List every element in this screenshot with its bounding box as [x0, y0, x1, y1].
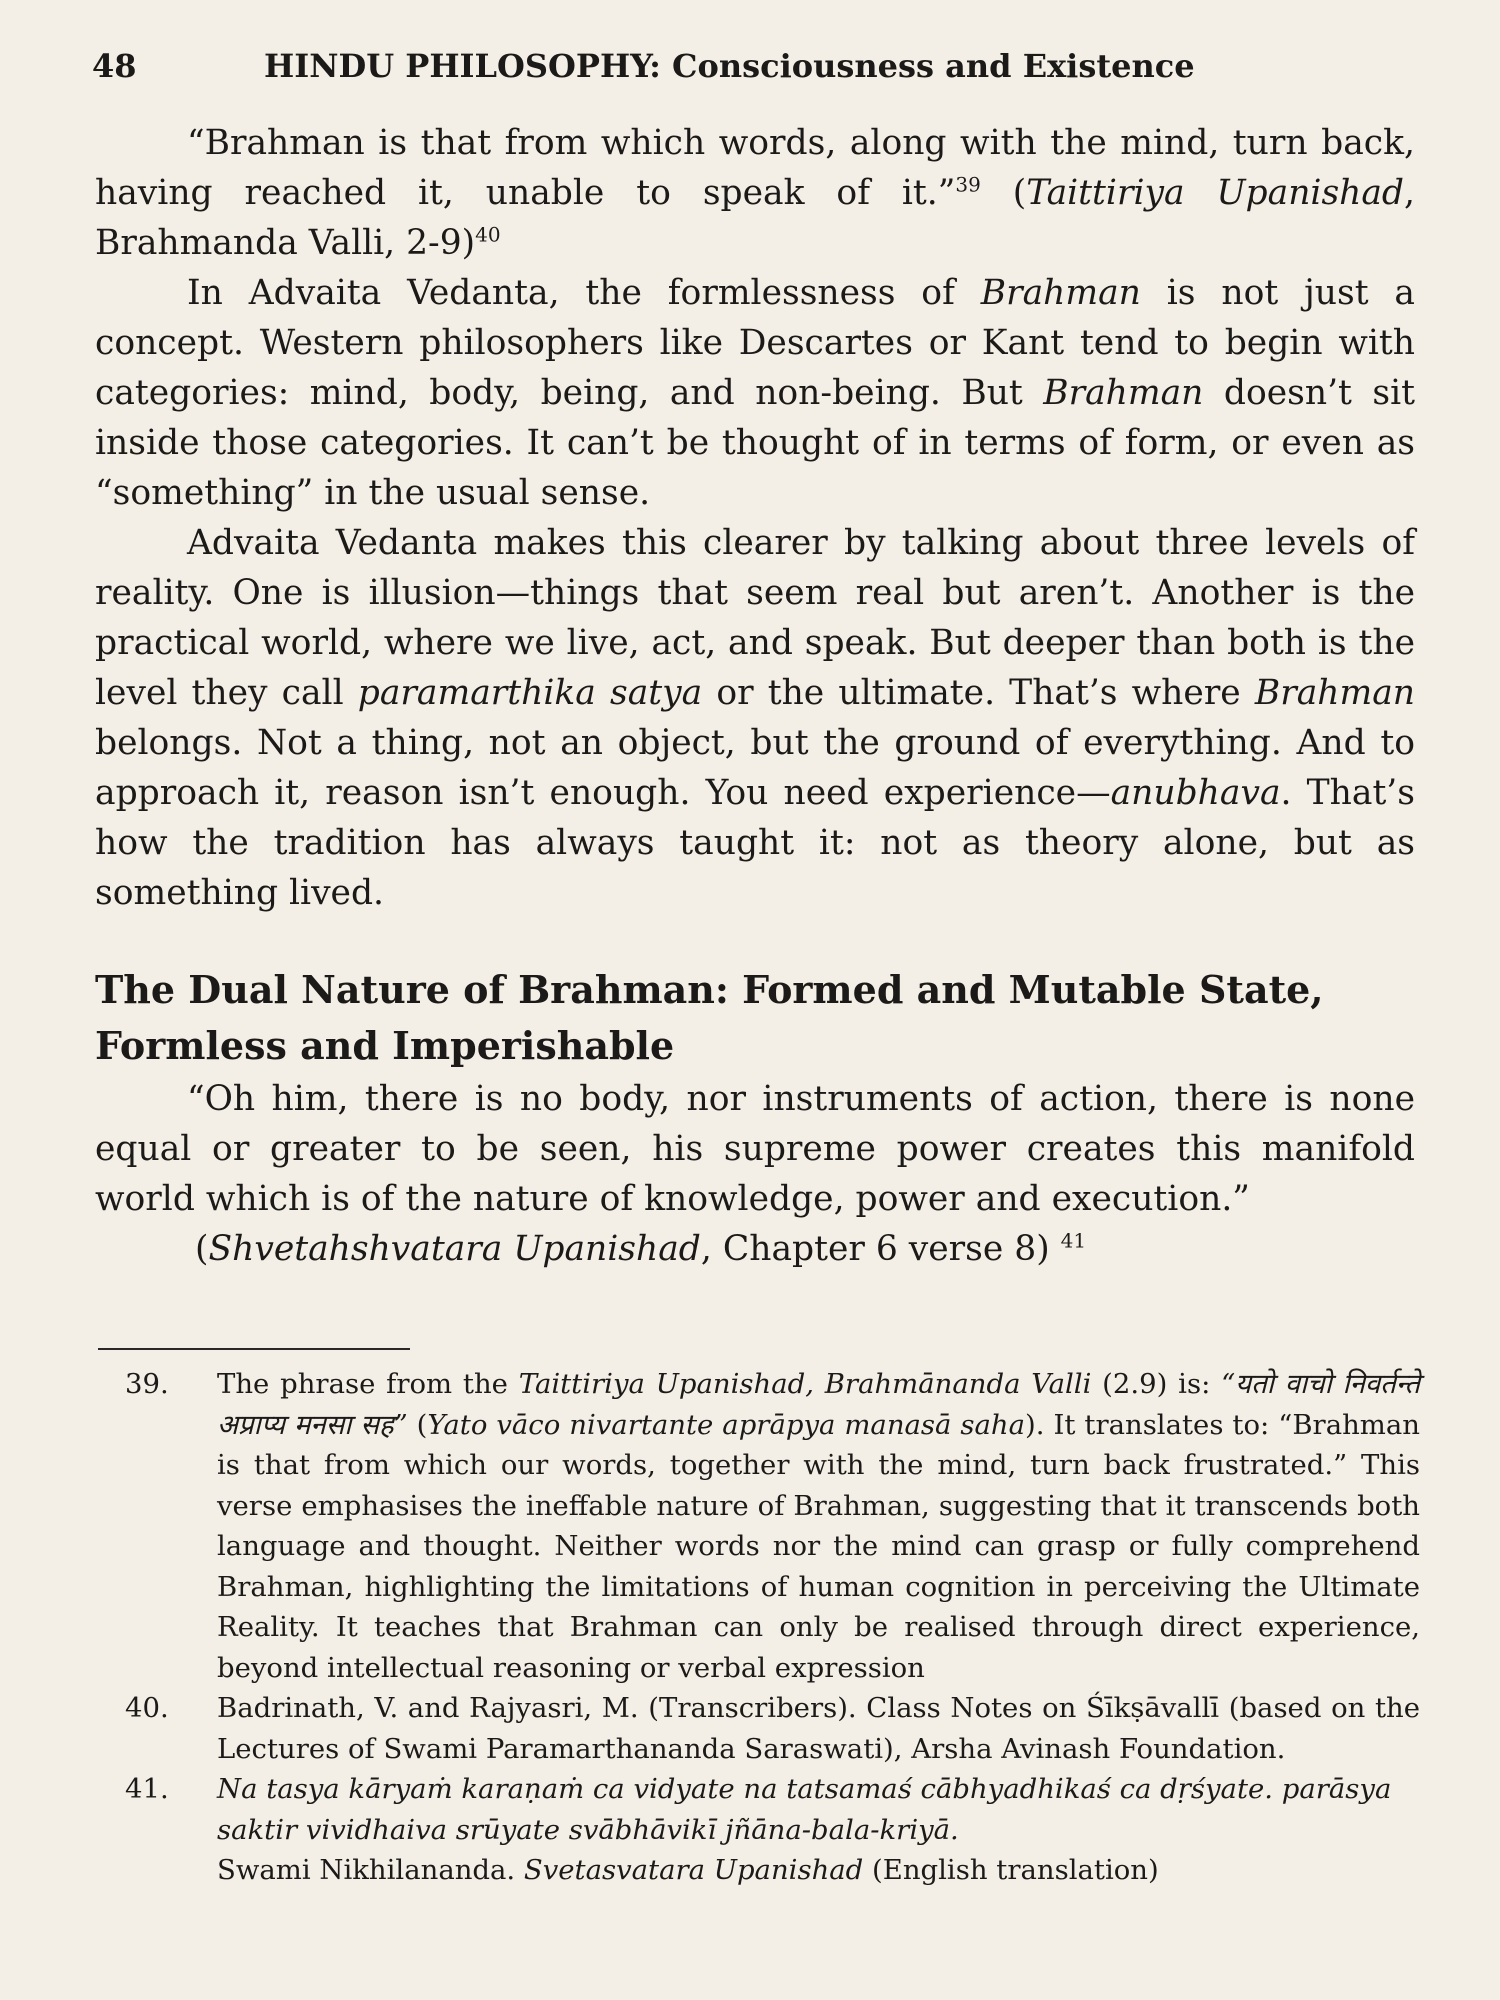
paragraph-levels-of-reality — [95, 518, 1415, 918]
text-run: ). It translates to: “Brahman is that from which our words, together with the mind, turn back frustrated.” This verse emphasises the ineffable nature of Brahman, suggesting that it transcends both language and thought. Neither words nor the mind can grasp or fully comprehend Brahman, highlighting the limitations of human cognition in perceiving the Ultimate Reality. It teaches that Brahman can only be realised through direct experience, beyond intellectual reasoning or verbal expression — [217, 1408, 1420, 1684]
text-run: In Advaita Vedanta, the formlessness of — [187, 273, 981, 313]
text-run: Swami Nikhilananda. — [217, 1854, 524, 1886]
paragraph-quote-shvetashvatara: “Oh him, there is no body, nor instruments of action, there is none equal or greater to be seen, his supreme power creates this manifold world which is of the nature of knowledge, power and execution.” — [95, 1079, 1415, 1219]
text-run: The phrase from the — [217, 1368, 519, 1400]
paragraph-formlessness — [95, 268, 1415, 518]
footnote-ref-39[interactable]: 39 — [955, 172, 981, 197]
italic-run: Taittiriya Upanishad, Brahmānanda Valli — [518, 1368, 1092, 1400]
italic-run: “यतो वाचो निवर्तन्ते अप्राप्य मनसा सह” — [217, 1368, 1421, 1441]
footnote-ref-40[interactable]: 40 — [475, 222, 501, 247]
text-run: ( — [407, 1408, 428, 1441]
text-run: “Brahman is that from which words, along with the mind, turn back, having reached it, unable to speak of it.” — [95, 123, 1415, 213]
italic-run: Shvetahshvatara Upanishad — [208, 1229, 701, 1269]
footnote-text — [217, 1769, 1420, 1891]
italic-run: paramarthika satya — [357, 673, 703, 713]
quote-citation — [95, 1224, 1415, 1274]
running-title: HINDU PHILOSOPHY: Consciousness and Existence — [264, 47, 1195, 85]
italic-run: Brahman — [1254, 673, 1416, 713]
footnote-number: 41. — [125, 1773, 169, 1805]
footnote-ref-41[interactable]: 41 — [1060, 1228, 1087, 1253]
italic-run: anubhava — [1110, 773, 1281, 813]
running-header — [92, 44, 1412, 88]
footnote-text — [217, 1364, 1420, 1688]
text-run: ( — [195, 1229, 209, 1269]
footnote-41 — [125, 1769, 1420, 1891]
text-run: (2.9) is: — [1091, 1368, 1222, 1400]
main-text — [95, 118, 1415, 1274]
footnote-number: 40. — [125, 1692, 169, 1724]
text-run: ( — [980, 173, 1027, 213]
text-run: doesn’t sit inside those categories. It can’t be thought of in terms of form, or even as “something” in the usual sense. — [95, 373, 1415, 513]
text-run: or the ultimate. That’s where — [702, 673, 1255, 713]
footnotes — [125, 1364, 1420, 1891]
text-run: . That’s how the tradition has always taught it: not as theory alone, but as something lived. — [95, 773, 1415, 913]
text-run: , Brahmanda Valli, 2-9) — [95, 173, 1415, 263]
page-number: 48 — [92, 47, 137, 85]
text-run: (English translation) — [863, 1854, 1159, 1886]
text-run: Advaita Vedanta makes this clearer by talking about three levels of reality. One is illusion—things that seem real but aren’t. Another is the practical world, where we live, act, and speak. But deeper than both is the level they call — [95, 523, 1415, 713]
italic-run: Na tasya kāryaṁ karaṇaṁ ca vidyate na tatsamaś cābhyadhikaś ca dṛśyate. parāsya saktir vividhaiva srūyate svābhāvikī jñāna-bala-kriyā. — [217, 1773, 1392, 1846]
italic-run: Brahman — [980, 273, 1141, 313]
footnote-39 — [125, 1364, 1420, 1688]
italic-run: Yato vāco nivartante aprāpya manasā saha — [427, 1408, 1026, 1441]
paragraph-quote-taittiriya — [95, 118, 1415, 268]
italic-run: Svetasvatara Upanishad — [523, 1854, 864, 1886]
footnote-divider — [98, 1348, 410, 1350]
footnote-number: 39. — [125, 1368, 169, 1400]
footnote-40 — [125, 1688, 1420, 1769]
section-heading: The Dual Nature of Brahman: Formed and Mutable State, Formless and Imperishable — [95, 967, 1324, 1068]
italic-run: Taittiriya Upanishad — [1026, 173, 1405, 213]
text-run: belongs. Not a thing, not an object, but the ground of everything. And to approach it, reason isn’t enough. You need experience— — [95, 723, 1415, 813]
footnote-text: Badrinath, V. and Rajyasri, M. (Transcribers). Class Notes on Śīkṣāvallī (based on the Lectures of Swami Paramarthananda Saraswati), Arsha Avinash Foundation. — [217, 1692, 1420, 1765]
text-run: , Chapter 6 verse 8) — [700, 1229, 1061, 1269]
text-run: is not just a concept. Western philosophers like Descartes or Kant tend to begin with categories: mind, body, being, and non-being. But — [95, 273, 1416, 413]
italic-run: Brahman — [1043, 373, 1204, 413]
